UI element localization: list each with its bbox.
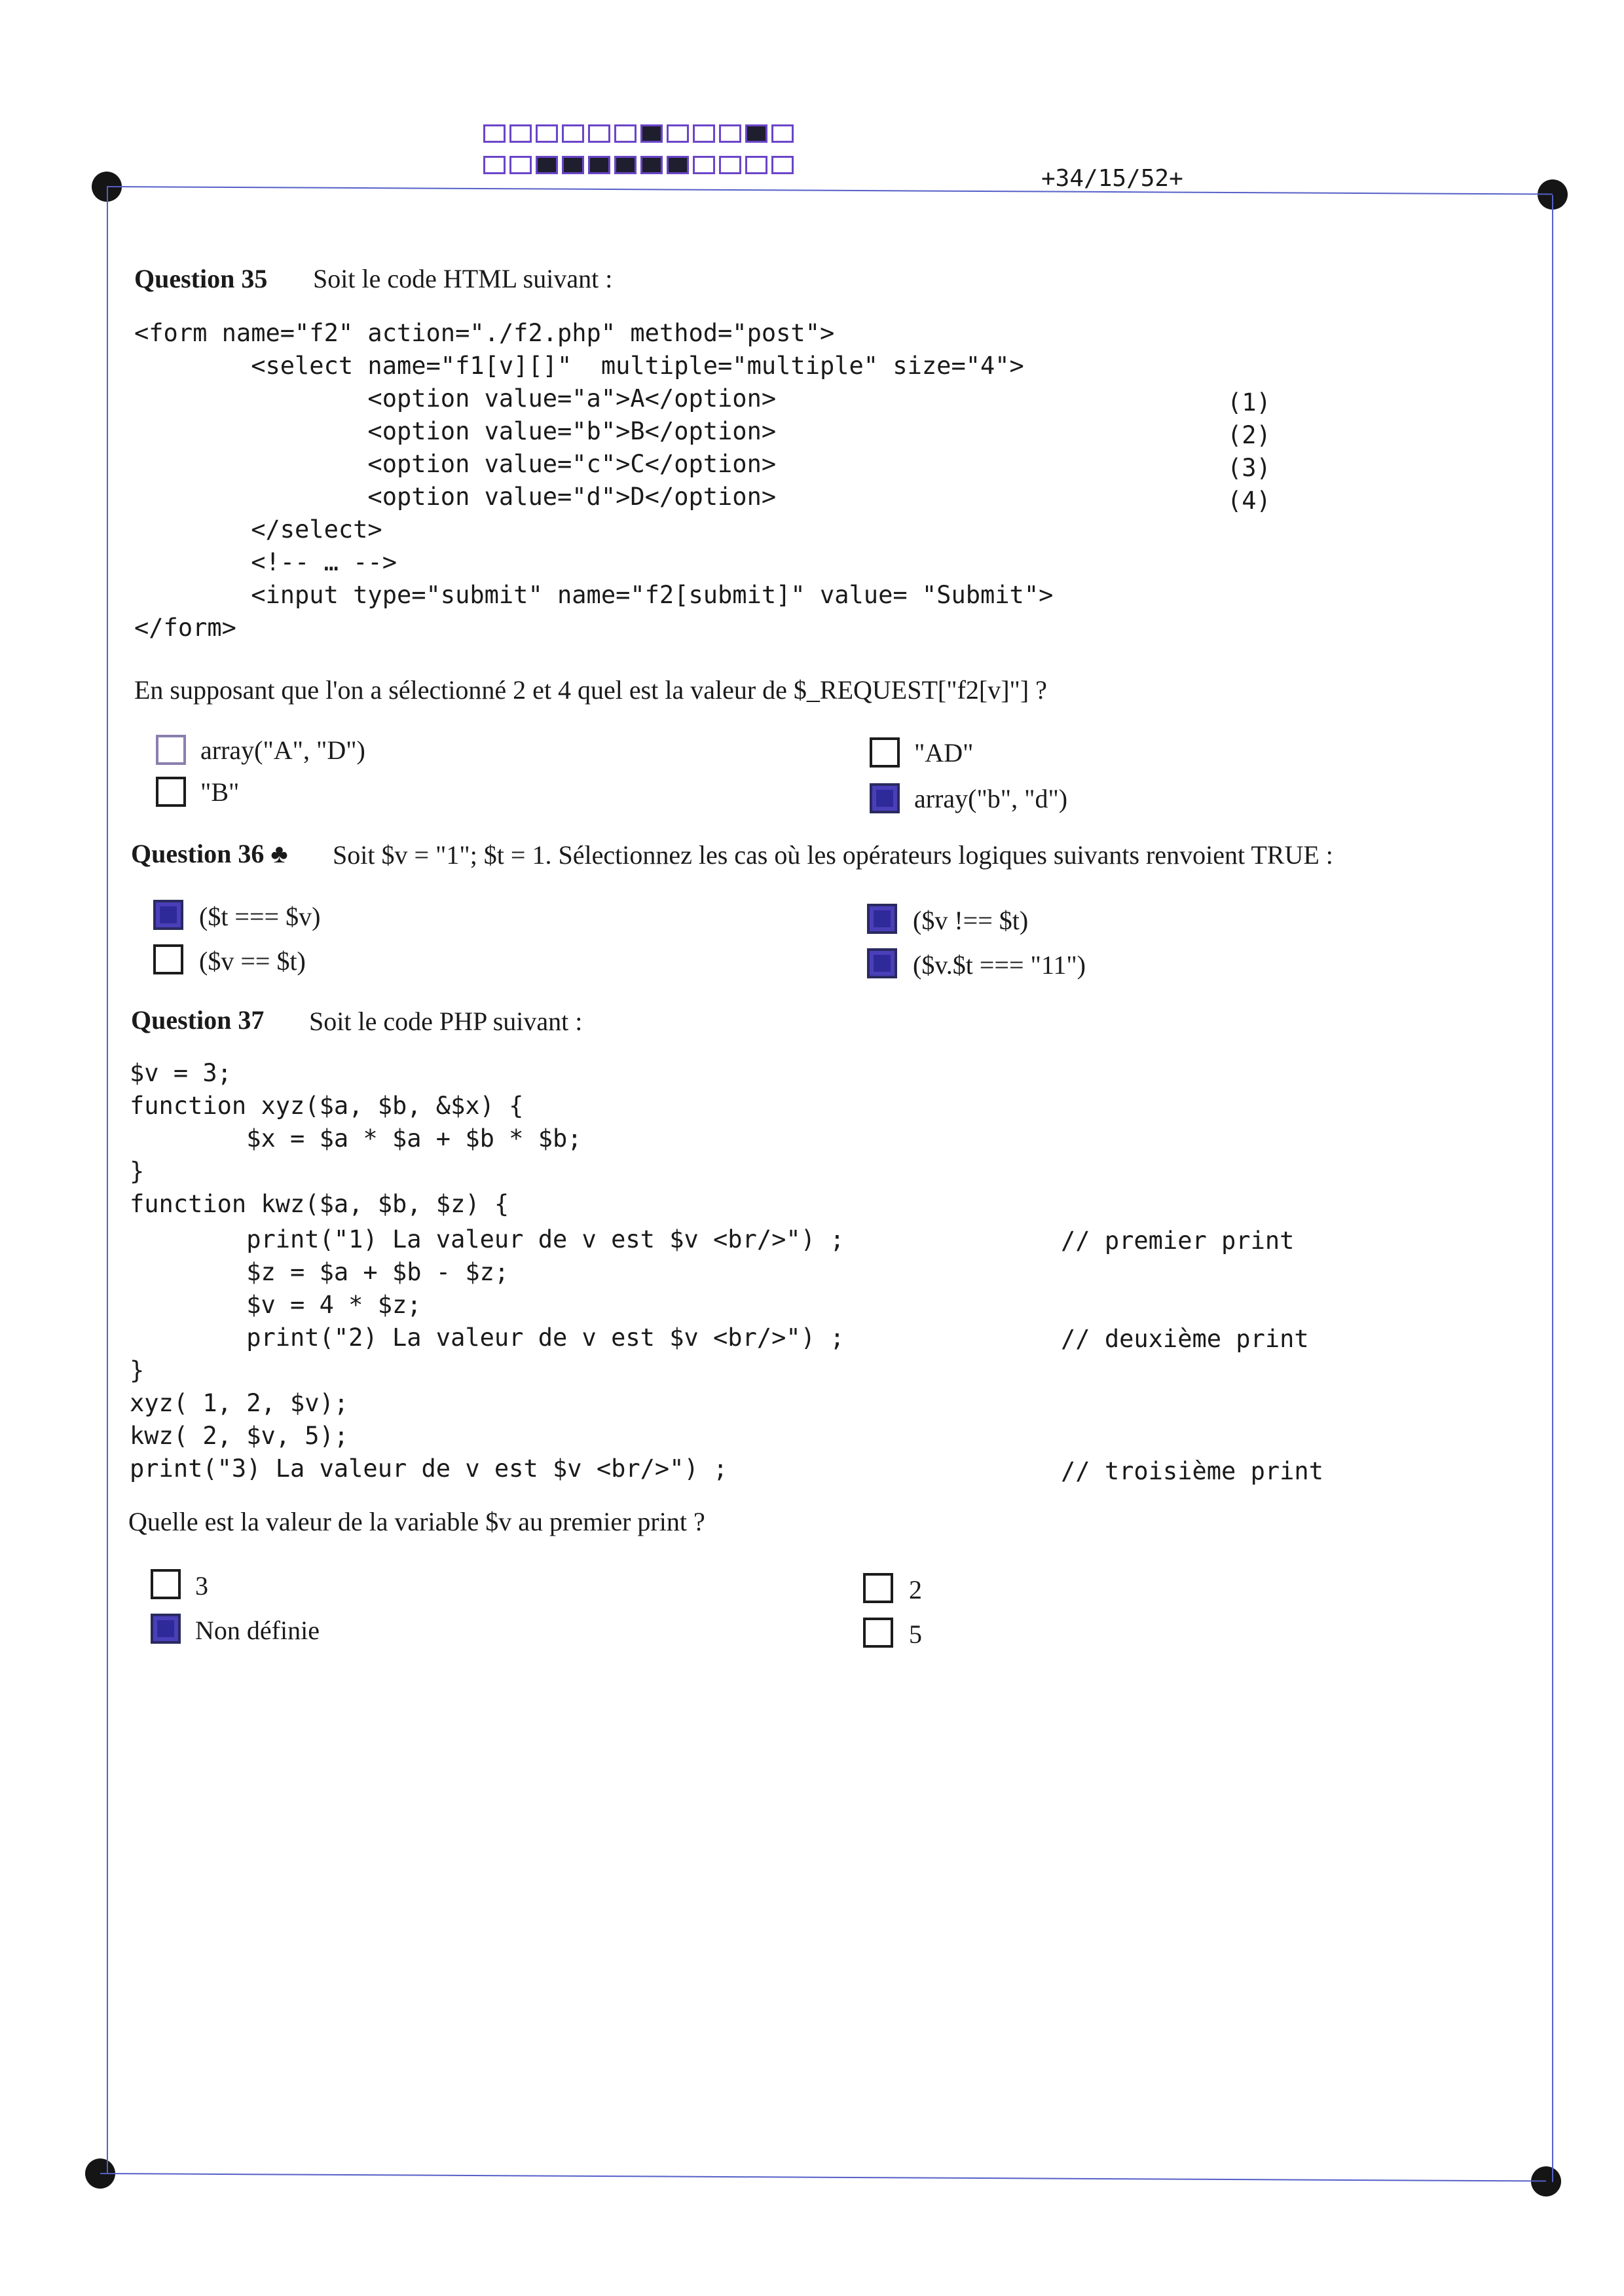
id-grid-cell xyxy=(693,156,715,174)
q37-answer-c: Non définie xyxy=(195,1616,320,1645)
q36-checkbox-d[interactable] xyxy=(867,948,897,978)
q36-answer-d: ($v.$t === "11") xyxy=(913,950,1086,980)
id-grid-cell xyxy=(536,156,558,174)
id-grid-cell xyxy=(588,124,610,143)
q37-code-line-6: print("1) La valeur de v est $v <br/>") ; xyxy=(130,1225,845,1253)
q37-code-line-8: $v = 4 * $z; xyxy=(130,1291,422,1319)
q37-code-line-13: print("3) La valeur de v est $v <br/>") ; xyxy=(130,1454,728,1483)
q37-code-line-12: kwz( 2, $v, 5); xyxy=(130,1422,349,1450)
q37-code-line-7: $z = $a + $b - $z; xyxy=(130,1258,509,1286)
id-grid-cell xyxy=(614,156,637,174)
q35-answer-d: array("b", "d") xyxy=(914,784,1068,813)
id-grid-cell xyxy=(536,124,558,143)
id-grid-cell xyxy=(667,156,689,174)
q36-title: Question 36 ♣ xyxy=(131,839,288,868)
q35-answer-c: "B" xyxy=(200,777,240,807)
id-grid-cell xyxy=(509,124,532,143)
q35-code-line-4: <option value="b">B</option> xyxy=(134,417,777,445)
q35-line-number-1: (1) xyxy=(1227,388,1271,417)
q35-intro: Soit le code HTML suivant : xyxy=(313,264,613,293)
q37-code-line-1: $v = 3; xyxy=(130,1059,232,1087)
q36-checkbox-a[interactable] xyxy=(153,900,183,930)
q35-checkbox-d[interactable] xyxy=(870,783,900,813)
frame-top-line xyxy=(107,186,1553,195)
student-id-grid xyxy=(483,124,798,187)
q37-answer-a: 3 xyxy=(195,1571,208,1601)
id-grid-cell xyxy=(745,156,767,174)
q37-answer-b: 2 xyxy=(909,1575,922,1604)
id-grid-cell xyxy=(614,124,637,143)
q35-line-number-2: (2) xyxy=(1227,421,1271,449)
q36-answer-b: ($v !== $t) xyxy=(913,906,1029,935)
q35-code-line-7: </select> xyxy=(134,515,382,544)
q35-question: En supposant que l'on a sélectionné 2 et 4 quel est la valeur de $_REQUEST["f2[v]"] ? xyxy=(134,675,1047,705)
id-grid-cell xyxy=(640,124,663,143)
q37-code-line-9: print("2) La valeur de v est $v <br/>") ; xyxy=(130,1324,845,1352)
q37-comment-second-print: // deuxième print xyxy=(1061,1325,1309,1353)
id-grid-cell xyxy=(562,156,584,174)
id-grid-cell xyxy=(745,124,767,143)
q37-code-line-2: function xyz($a, $b, &$x) { xyxy=(130,1092,524,1120)
id-grid-cell xyxy=(483,156,506,174)
q35-code-line-2: <select name="f1[v][]" multiple="multiple" size="4"> xyxy=(134,352,1024,380)
page-id: +34/15/52+ xyxy=(1041,165,1183,192)
q37-checkbox-a[interactable] xyxy=(151,1569,181,1599)
q37-answer-d: 5 xyxy=(909,1620,922,1649)
q37-checkbox-c[interactable] xyxy=(151,1614,181,1644)
q35-code-line-8: <!-- … --> xyxy=(134,548,397,576)
q37-code-line-3: $x = $a * $a + $b * $b; xyxy=(130,1124,582,1153)
q37-intro: Soit le code PHP suivant : xyxy=(309,1007,583,1036)
q37-code-line-10: } xyxy=(130,1356,145,1384)
q37-checkbox-d[interactable] xyxy=(863,1618,893,1648)
q36-checkbox-c[interactable] xyxy=(153,944,183,974)
q37-comment-third-print: // troisième print xyxy=(1061,1457,1323,1485)
id-grid-cell xyxy=(509,156,532,174)
q36-answer-a: ($t === $v) xyxy=(199,902,321,931)
q37-code-line-4: } xyxy=(130,1157,145,1185)
id-grid-cell xyxy=(719,124,741,143)
q35-checkbox-a[interactable] xyxy=(156,735,186,765)
q35-code-line-5: <option value="c">C</option> xyxy=(134,450,777,478)
frame-right-line xyxy=(1552,195,1553,2182)
q35-line-number-3: (3) xyxy=(1227,454,1271,482)
frame-bottom-line xyxy=(100,2173,1546,2182)
q36-intro: Soit $v = "1"; $t = 1. Sélectionnez les cas où les opérateurs logiques suivants renvoient TRUE : xyxy=(333,840,1333,870)
q35-code-line-9: <input type="submit" name="f2[submit]" value= "Submit"> xyxy=(134,581,1054,609)
q37-checkbox-b[interactable] xyxy=(863,1573,893,1603)
q35-line-number-4: (4) xyxy=(1227,487,1271,515)
q35-answer-a: array("A", "D") xyxy=(200,735,365,765)
q35-code-line-1: <form name="f2" action="./f2.php" method="post"> xyxy=(134,319,835,347)
id-grid-cell xyxy=(562,124,584,143)
q37-title: Question 37 xyxy=(131,1005,265,1035)
id-grid-cell xyxy=(483,124,506,143)
q35-title: Question 35 xyxy=(134,264,268,293)
frame-left-line xyxy=(107,187,108,2174)
q35-code-line-10: </form> xyxy=(134,614,236,642)
id-grid-cell xyxy=(588,156,610,174)
q36-answer-c: ($v == $t) xyxy=(199,946,306,976)
q36-checkbox-b[interactable] xyxy=(867,904,897,934)
q35-checkbox-c[interactable] xyxy=(156,777,186,807)
id-grid-cell xyxy=(640,156,663,174)
id-grid-cell xyxy=(719,156,741,174)
q37-code-line-11: xyz( 1, 2, $v); xyxy=(130,1389,349,1417)
id-grid-cell xyxy=(771,124,794,143)
q37-question: Quelle est la valeur de la variable $v au premier print ? xyxy=(128,1507,705,1536)
id-grid-cell xyxy=(693,124,715,143)
q37-code-line-5: function kwz($a, $b, $z) { xyxy=(130,1190,509,1218)
q35-checkbox-b[interactable] xyxy=(870,737,900,768)
id-grid-cell xyxy=(771,156,794,174)
q37-comment-first-print: // premier print xyxy=(1061,1227,1295,1255)
q35-code-line-3: <option value="a">A</option> xyxy=(134,384,777,413)
q35-code-line-6: <option value="d">D</option> xyxy=(134,483,777,511)
q35-answer-b: "AD" xyxy=(914,738,974,768)
id-grid-cell xyxy=(667,124,689,143)
